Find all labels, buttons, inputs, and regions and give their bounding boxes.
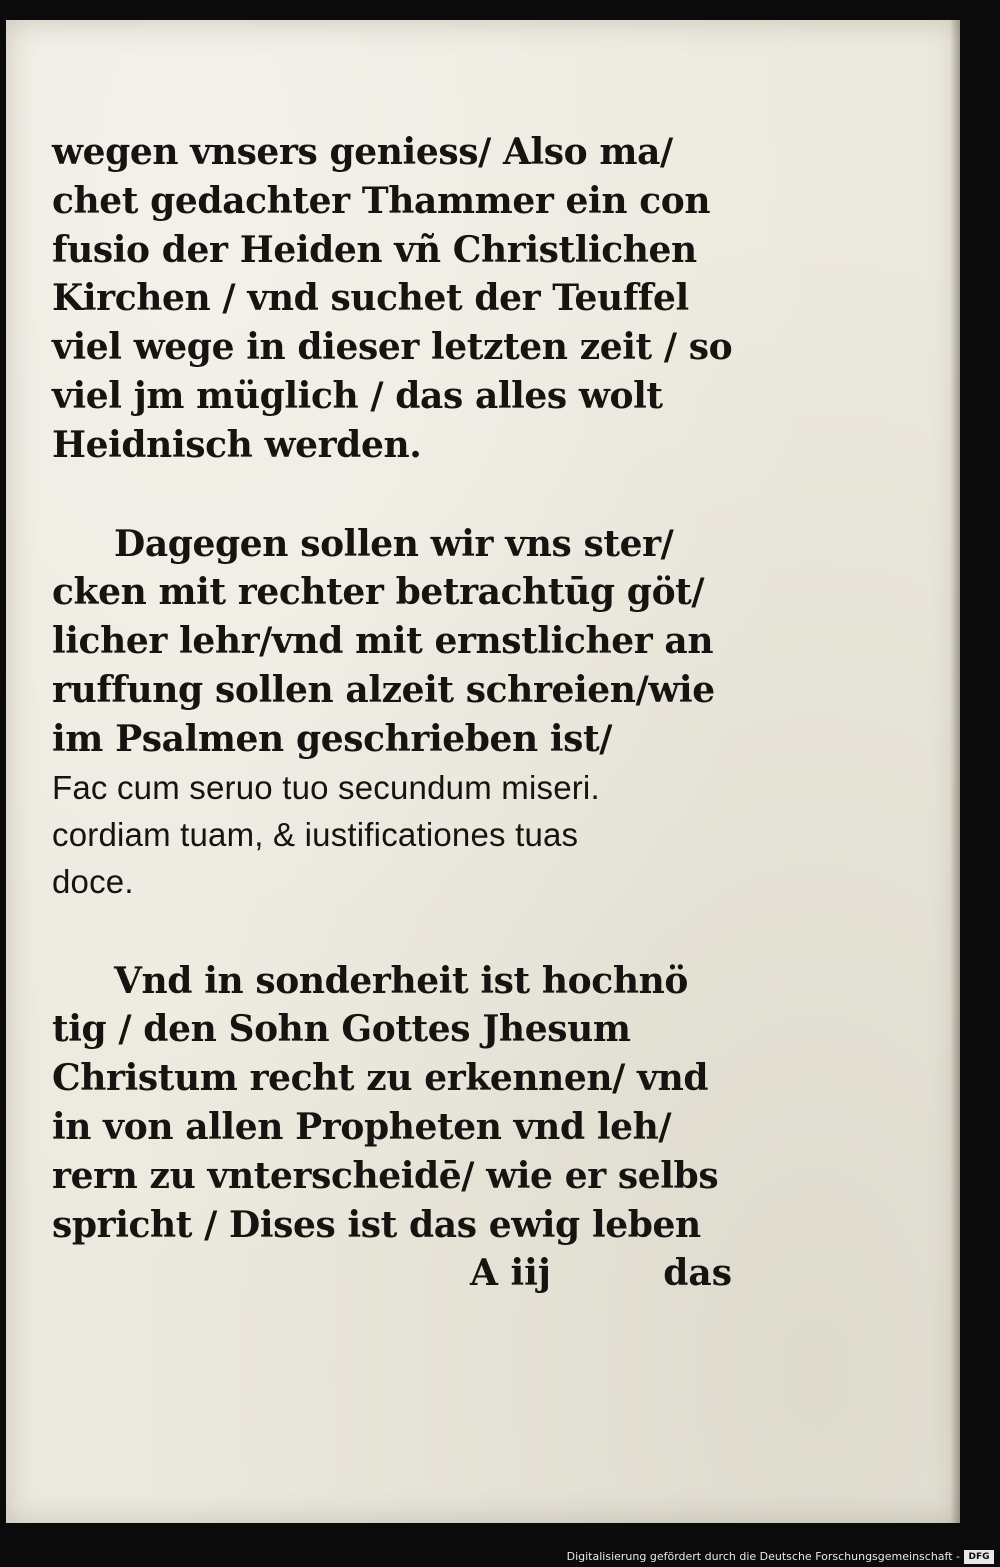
text-line: wegen vnsers geniess/ Also ma/ (52, 131, 673, 173)
text-line: viel wege in dieser letzten zeit / so (52, 326, 733, 369)
text-line: Kirchen / vnd suchet der Teuffel (52, 277, 689, 320)
page-edge-shadow (950, 20, 960, 1523)
footer-bar (0, 1523, 1000, 1567)
paragraph-2 (52, 520, 732, 905)
text-line: licher lehr/vnd mit ernstlicher an (52, 620, 714, 663)
text-line: viel jm müglich / das alles wolt (52, 374, 663, 417)
text-line: in von allen Propheten vnd leh/ (52, 1105, 672, 1148)
text-line: ruffung sollen alzeit schreien/wie (52, 668, 715, 711)
latin-quote-line: doce. (52, 862, 134, 900)
text-line: im Psalmen geschrieben ist/ (52, 717, 613, 760)
text-line: Vnd in sonderheit ist hochnö (114, 959, 688, 1002)
text-line: spricht / Dises ist das ewig leben (52, 1203, 701, 1246)
signature-mark: A iij (470, 1252, 551, 1295)
text-line: Heidnisch werden. (52, 423, 422, 466)
text-line: rern zu vnterscheidē/ wie er selbs (52, 1154, 719, 1197)
signature-row (52, 1249, 732, 1297)
catchword: das (663, 1252, 732, 1295)
text-line: Dagegen sollen wir vns ster/ (114, 522, 674, 565)
paragraph-1 (52, 128, 732, 470)
funding-credit: Digitalisierung gefördert durch die Deutsche Forschungsgemeinschaft - (566, 1550, 960, 1563)
text-line: Christum recht zu erkennen/ vnd (52, 1057, 709, 1100)
latin-quote-line: cordiam tuam, & iustificationes tuas (52, 815, 579, 853)
page-text (52, 128, 732, 1297)
dfg-logo: DFG (964, 1550, 994, 1564)
text-line: cken mit rechter betrachtūg göt/ (52, 571, 705, 614)
text-line: fusio der Heiden vñ Christlichen (52, 228, 697, 271)
text-line: chet gedachter Thammer ein con (52, 179, 711, 222)
text-line: tig / den Sohn Gottes Jhesum (52, 1008, 631, 1051)
paragraph-3 (52, 957, 732, 1250)
latin-quote-line: Fac cum seruo tuo secundum miseri. (52, 768, 600, 806)
book-page (6, 20, 960, 1523)
